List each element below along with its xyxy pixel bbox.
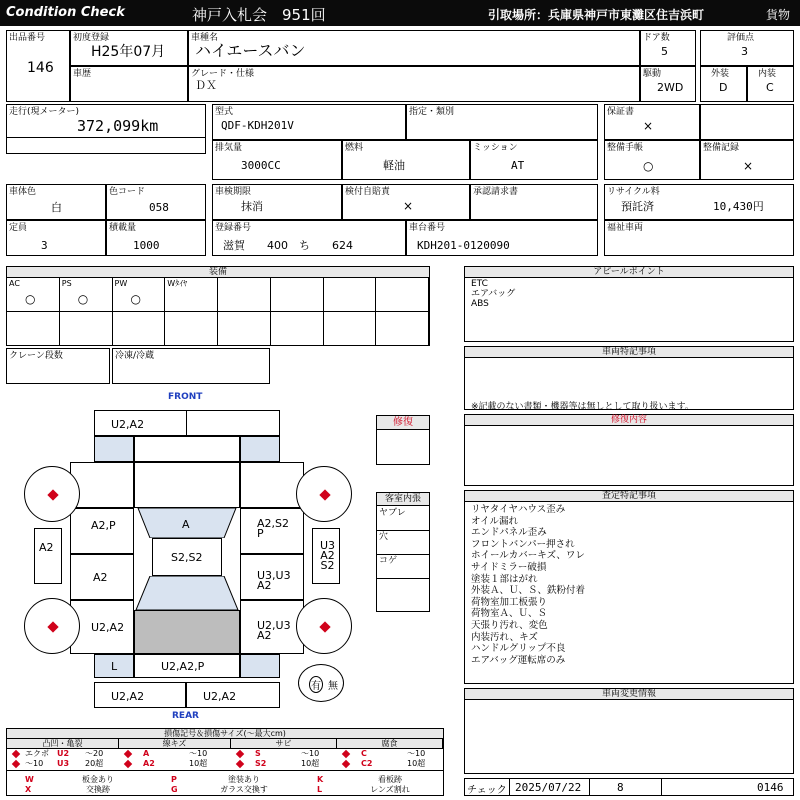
appeal-item: エアバッグ [471,289,516,299]
wheel-rear-left-icon [24,598,80,654]
windshield [134,508,240,538]
legend-group-name: 腐食 [337,739,443,749]
panel-rear-bumper-left: U2,A2 [94,682,186,708]
plate-value: 滋賀 400 ち 624 [223,239,353,252]
check-number: 8 [617,781,624,794]
inspection-note-item: 天張り汚れ、変色 [471,619,548,631]
color-value: 白 [51,201,62,214]
check-label: チェック [467,785,507,796]
legend-desc: エクボ [25,749,49,758]
doors-box: ドア数 5 [640,30,696,66]
inspection-value: 抹消 [241,200,263,213]
displacement-box: 排気量 3000CC [212,140,342,180]
special-notes-text: ※記載のない書類・機器等は無しとして取り扱います。 [471,402,694,412]
front-label: FRONT [168,392,203,402]
legend-code-letter: L [317,785,323,794]
inspection-note-item: フロントバンパー押され [471,538,575,550]
legend-group-name: サビ [231,739,337,749]
manual-value: ○ [643,159,654,173]
inspection-note-item: 荷物室加工板張り [471,596,548,608]
legend-group-name: 凸凹・亀裂 [7,739,119,749]
panel-right-rear: U2,U3 A2 [240,600,304,654]
legend-size: ～10 [189,749,208,758]
inspection-note-item: ハンドルグリップ不良 [471,643,566,655]
equipment-cell [113,312,166,346]
first-reg-value: H25年07月 [91,44,166,60]
legend-group-name: 線キズ [119,739,231,749]
panel-right-front-door: A2,S2 P [240,508,304,554]
load-box: 積載量 1000 [106,220,206,256]
legend-diamond-icon [12,750,20,758]
car-name-box: 車種名 ハイエースバン [188,30,640,66]
crane-box: クレーン段数 [6,348,110,384]
mileage-box: 走行(現メーター) 372,099km [6,104,206,154]
equipment-cell [376,278,429,312]
equipment-cell [324,278,377,312]
panel-right-mid: U3,U3 A2 [240,554,304,600]
lot-box: 出品番号 146 [6,30,70,102]
recycle-fee: 10,430円 [713,200,764,213]
repair-detail-title: 修復内容 [465,415,793,426]
legend-code-desc: レンズ割れ [370,785,410,794]
panel-rear-right-lamp [240,654,280,678]
inspection-note-item: リヤタイヤハウス歪み [471,504,566,515]
equipment-label: Wﾀｲﾔ [167,279,188,288]
panel-left-mid: A2 [70,554,134,600]
chassis-box: 車台番号 KDH201-0120090 [406,220,598,256]
panel-roof-center: S2,S2 [152,538,222,576]
fuel-value: 軽油 [383,159,405,172]
legend-diamond-icon [124,750,132,758]
grade-box: グレード・仕様 ＤＸ [188,66,640,102]
legend-diamond-icon [342,760,350,768]
legend-diamond-icon [12,760,20,768]
inspection-note-item: エンドパネル歪み [471,527,547,539]
legend-code-desc: 板金あり [82,775,114,784]
interior-lining-box [376,492,430,612]
records-value: × [743,159,754,173]
legend-code-letter: G [171,785,178,794]
interior-value: C [766,81,774,94]
special-notes-box [464,346,794,410]
legend-code: S [255,749,261,758]
auction-title: 神戸入札会 951回 [192,6,326,24]
model-value: QDF-KDH201V [221,119,294,132]
equipment-cell [7,278,60,312]
header-bar [0,0,800,26]
check-box [464,778,794,796]
spare-yes: 有 [309,676,323,693]
displacement-value: 3000CC [241,159,281,172]
legend-code-letter: W [25,775,34,784]
inspection-note-item: 荷物室Ａ、Ｕ、Ｓ [471,608,548,620]
panel-left-rear: U2,A2 [70,600,134,654]
legend-code-desc: ガラス交換す [220,785,268,794]
appeal-title: アピールポイント [465,267,793,278]
inspection-notes-title: 査定特記事項 [465,491,793,502]
panel-right-side-outer: U3 A2 S2 [312,528,340,584]
legend-code: C2 [361,759,373,768]
approval-box: 承認請求書 [470,184,598,220]
chassis-value: KDH201-0120090 [417,239,510,252]
equipment-value: ○ [25,292,36,306]
inspection-note-item: サイドミラー破損 [471,561,547,573]
interior-divider [377,578,429,579]
equipment-cell [324,312,377,346]
inspection-note-item: オイル漏れ [471,515,519,527]
legend-diamond-icon [342,750,350,758]
legend-code-desc: 看板跡 [378,775,402,784]
model-box: 型式 QDF-KDH201V [212,104,406,140]
inspection-notes-box [464,490,794,684]
panel-rear-bumper-right: U2,A2 [186,682,280,708]
legend-code: A2 [143,759,155,768]
legend-code: U2 [57,749,70,758]
inspection-note-item: 塗装１部はがれ [471,573,538,585]
lot-number: 146 [27,60,54,76]
change-info-title: 車両変更情報 [465,689,793,700]
equipment-value: ○ [77,292,89,306]
panel-back-door: U2,A2,P [134,654,240,678]
equipment-cell [60,278,113,312]
inspection-note-item: 内装汚れ、キズ [471,631,538,643]
insurance-value: × [403,199,414,213]
equipment-cell [113,278,166,312]
pickup-location: 引取場所：兵庫県神戸市東灘区住吉浜町 [488,8,705,22]
appeal-item: ABS [471,299,489,309]
mission-value: AT [511,159,525,172]
legend-size: 10超 [189,759,208,768]
welfare-box: 福祉車両 [604,220,794,256]
exterior-box: 外装 D [700,66,747,102]
appeal-item: ETC [471,279,488,289]
equipment-title: 装備 [7,267,429,278]
exterior-value: D [719,81,728,94]
warranty-box: 保証書 × [604,104,700,140]
panel-front-top: U2,A2 [94,410,280,436]
score-value: 3 [741,45,748,58]
equipment-cell [376,312,429,346]
vehicle-category: 貨物 [766,8,791,22]
equipment-label: PW [114,279,128,288]
equipment-cell [218,312,271,346]
freezer-box: 冷凍/冷蔵 [112,348,270,384]
grade-value: ＤＸ [195,79,217,92]
equipment-label: AC [9,279,20,288]
legend-code-letter: X [25,785,32,794]
legend-size: 20超 [85,759,104,768]
legend-code: U3 [57,759,70,768]
history-box: 車歴 [70,66,188,102]
color-box: 車体色 白 [6,184,106,220]
records-box: 整備記録 × [700,140,794,180]
repair-detail-box [464,414,794,486]
drive-value: 2WD [657,81,684,94]
panel-left-fender [70,462,134,508]
panel-front-left-corner [94,436,134,462]
interior-item: ヤブレ [379,508,406,518]
plate-box: 登録番号 滋賀 400 ち 624 [212,220,406,256]
windshield-mark: A [182,518,190,531]
rear-window [134,576,240,610]
legend-size: 10超 [407,759,426,768]
inspection-note-item: ホイールカバーキズ、ワレ [471,550,585,562]
legend-size: ～20 [85,749,104,758]
spare-no: 無 [328,681,338,692]
interior-item: 穴 [379,532,389,542]
legend-code-desc: 交換跡 [86,785,110,794]
panel-left-front-door: A2,P [70,508,134,554]
check-date: 2025/07/22 [515,781,582,794]
interior-lining-title: 客室内張 [377,493,429,506]
recycle-status: 預託済 [621,200,654,213]
wheel-rear-right-icon [296,598,352,654]
interior-divider [377,530,429,531]
legend-code-desc: 塗装あり [228,775,260,784]
fuel-box: 燃料 軽油 [342,140,470,180]
car-name: ハイエースバン [195,41,306,60]
color-code-box: 色コード 058 [106,184,206,220]
legend-diamond-icon [124,760,132,768]
panel-hood [134,436,240,462]
equipment-cell [165,312,218,346]
doors-value: 5 [661,45,668,58]
equipment-value: ○ [130,292,141,306]
legend-divider [7,770,443,771]
load-value: 1000 [133,239,160,252]
rear-label: REAR [172,711,199,721]
panel-rear-left-lamp: L [94,654,134,678]
legend-desc: ～10 [25,759,44,768]
legend-code-letter: K [317,775,324,784]
recycle-box: リサイクル料 預託済 10,430円 [604,184,794,220]
appeal-box [464,266,794,342]
equipment-cell [7,312,60,346]
designation-box: 指定・類別 [406,104,598,140]
equipment-cell [271,312,324,346]
change-info-box [464,688,794,774]
legend-size: 10超 [301,759,320,768]
insurance-box: 検付自賠責 × [342,184,470,220]
equipment-cell [218,278,271,312]
equipment-cell [165,278,218,312]
interior-box: 内装 C [747,66,794,102]
panel-right-fender [240,462,304,508]
legend-size: ～10 [301,749,320,758]
drive-box: 駆動 2WD [640,66,696,102]
inspection-note-item: 外装Ａ、Ｕ、Ｓ、鉄粉付着 [471,585,586,597]
legend-box [6,728,444,796]
special-notes-title: 車両特記事項 [465,347,793,358]
wheel-front-right-icon [296,466,352,522]
warranty-value: × [643,119,654,133]
mission-box: ミッション AT [470,140,598,180]
legend-code: C [361,749,367,758]
capacity-box: 定員 3 [6,220,106,256]
legend-diamond-icon [236,750,244,758]
equipment-cell [271,278,324,312]
repair-title: 修復 [377,416,429,430]
color-code-value: 058 [149,201,169,214]
mileage-value: 372,099km [77,117,159,135]
legend-size: ～10 [407,749,426,758]
panel-cowl [134,462,240,508]
panel-front-right-corner [240,436,280,462]
first-reg-box: 初度登録 H25年07月 [70,30,188,66]
interior-divider [377,554,429,555]
panel-cargo-floor [134,610,240,654]
legend-title: 損傷記号＆損傷サイズ(～最大cm) [7,729,443,739]
interior-item: コゲ [379,556,398,566]
legend-code: A [143,749,150,758]
equipment-label: PS [61,279,72,288]
legend-code: S2 [255,759,267,768]
wheel-front-left-icon [24,466,80,522]
inspection-note-item: エアバッグ運転席のみ [471,654,566,666]
repair-box [376,415,430,465]
warranty-extra-box [700,104,794,140]
legend-code-letter: P [171,775,177,784]
inspection-box: 車検期限 抹消 [212,184,342,220]
legend-diamond-icon [236,760,244,768]
capacity-value: 3 [41,239,48,252]
check-code: 0146 [757,781,784,794]
manual-box: 整備手帳 ○ [604,140,700,180]
equipment-box [6,266,430,346]
score-box: 評価点 3 [700,30,794,66]
brand-title: Condition Check [6,5,125,20]
panel-left-side-outer: A2 [34,528,62,584]
equipment-cell [60,312,113,346]
